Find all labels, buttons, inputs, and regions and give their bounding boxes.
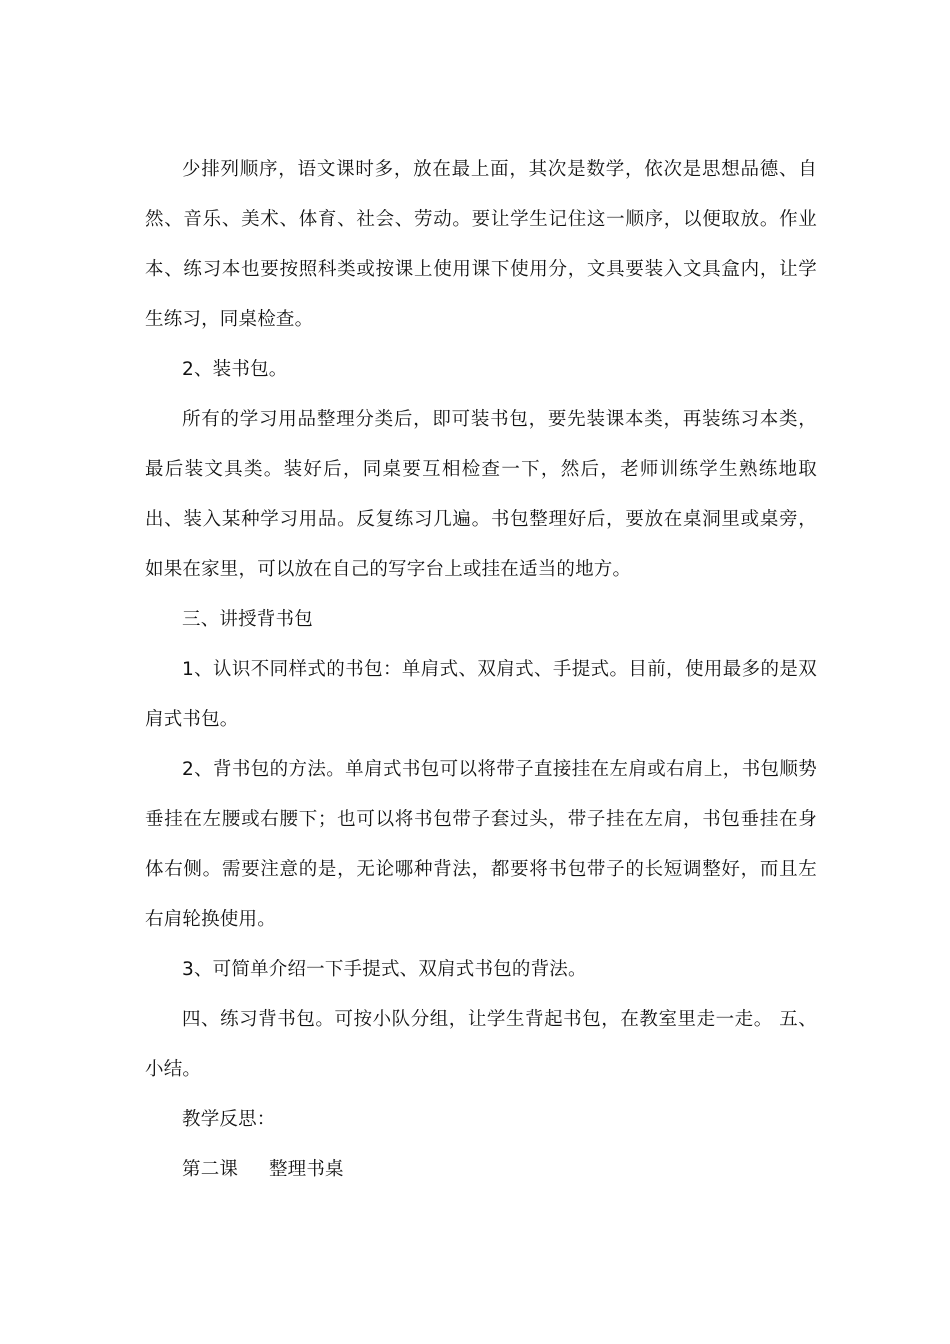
paragraph-carry-method: 2、背书包的方法。单肩式书包可以将带子直接挂在左肩或右肩上，书包顺势垂挂在左腰或右腰下；也可以将书包带子套过头，带子挂在左肩，书包垂挂在身体右侧。需要注意的是，无论哪种背法，都要将书包带子的长短调整好，而且左右肩轮换使用。 bbox=[145, 759, 817, 930]
paragraph-other-styles: 3、可简单介绍一下手提式、双肩式书包的背法。 bbox=[182, 959, 587, 980]
section-heading-carry-bag: 三、讲授背书包 bbox=[182, 609, 313, 630]
lesson-two-title: 第二课 整理书桌 bbox=[182, 1159, 344, 1180]
paragraph-arrange-order: 少排列顺序，语文课时多，放在最上面，其次是数学，依次是思想品德、自然、音乐、美术、体育、社会、劳动。要让学生记住这一顺序，以便取放。作业本、练习本也要按照科类或按课上使用课下使用分，文具要装入文具盒内，让学生练习，同桌检查。 bbox=[145, 159, 817, 330]
paragraph-bag-styles: 1、认识不同样式的书包：单肩式、双肩式、手提式。目前，使用最多的是双肩式书包。 bbox=[145, 659, 817, 730]
document-body bbox=[145, 145, 817, 1195]
paragraph-practice-summary: 四、练习背书包。可按小队分组，让学生背起书包，在教室里走一走。 五、小结。 bbox=[145, 1009, 817, 1080]
paragraph-teaching-reflection: 教学反思： bbox=[182, 1109, 276, 1130]
paragraph-pack-bag-heading: 2、装书包。 bbox=[182, 359, 288, 380]
paragraph-pack-bag-steps: 所有的学习用品整理分类后，即可装书包，要先装课本类，再装练习本类，最后装文具类。装好后，同桌要互相检查一下，然后，老师训练学生熟练地取出、装入某种学习用品。反复练习几遍。书包整理好后，要放在桌洞里或桌旁，如果在家里，可以放在自己的写字台上或挂在适当的地方。 bbox=[145, 409, 817, 580]
